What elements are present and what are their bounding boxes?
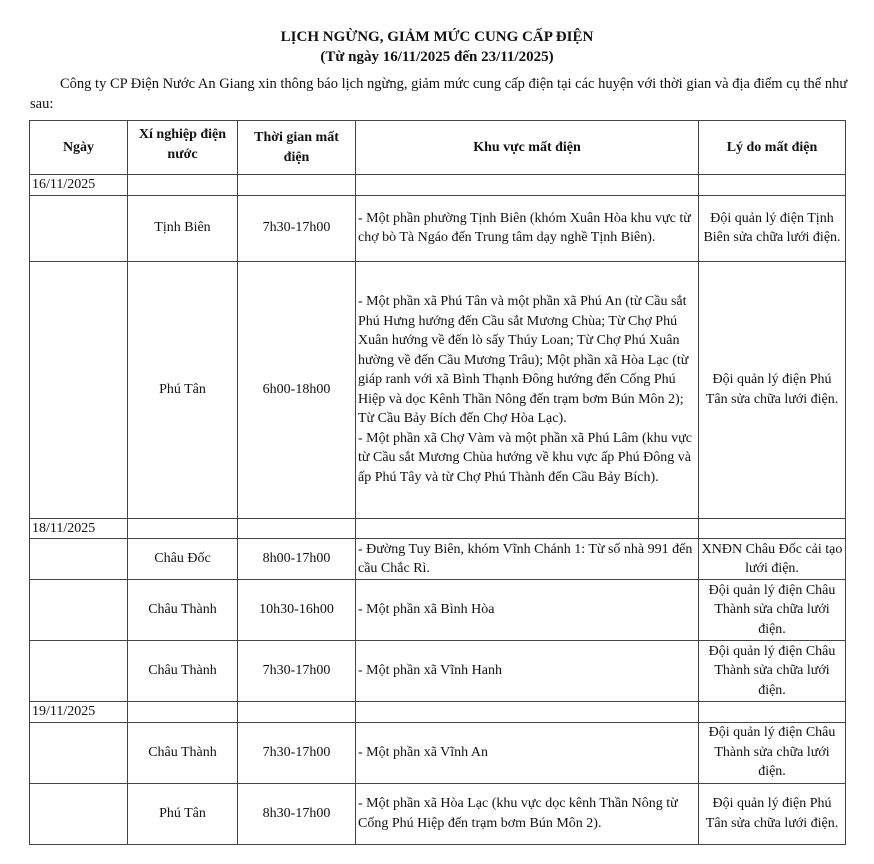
table-row [30,539,846,580]
reason-cell: Đội quản lý điện Châu Thành sửa chữa lưới điện. [699,580,846,641]
date-cell: 16/11/2025 [30,175,128,196]
reason-cell: Đội quản lý điện Châu Thành sửa chữa lưới điện. [699,641,846,702]
empty-cell [699,702,846,723]
unit-cell: Tịnh Biên [128,195,238,261]
table-row [30,722,846,783]
table-row [30,261,846,518]
time-cell: 6h00-18h00 [238,261,356,518]
area-cell: - Một phần xã Bình Hòa [356,580,699,641]
empty-cell [128,702,238,723]
empty-cell [30,580,128,641]
reason-cell: Đội quản lý điện Phú Tân sửa chữa lưới điện. [699,261,846,518]
reason-cell: Đội quản lý điện Tịnh Biên sửa chữa lưới điện. [699,195,846,261]
area-cell: - Một phần xã Hòa Lạc (khu vực dọc kênh Thần Nông từ Cống Phú Hiệp đến trạm bơm Bún Môn 2). [356,783,699,844]
area-cell: - Đường Tuy Biên, khóm Vĩnh Chánh 1: Từ số nhà 991 đến cầu Chắc Rì. [356,539,699,580]
time-cell: 7h30-17h00 [238,722,356,783]
table-row [30,195,846,261]
area-cell: - Một phần phường Tịnh Biên (khóm Xuân Hòa khu vực từ chợ bò Tà Ngáo đến Trung tâm dạy nghề Tịnh Biên). [356,195,699,261]
unit-cell: Châu Thành [128,722,238,783]
column-header-reason: Lý do mất điện [699,121,846,175]
time-cell: 8h30-17h00 [238,783,356,844]
area-cell: - Một phần xã Vĩnh Hanh [356,641,699,702]
area-cell [356,261,699,518]
empty-cell [30,261,128,518]
intro-paragraph: Công ty CP Điện Nước An Giang xin thông báo lịch ngừng, giảm mức cung cấp điện tại các huyện với thời gian và địa điểm cụ thể như sau: [30,76,848,112]
empty-cell [128,175,238,196]
reason-cell: XNĐN Châu Đốc cải tạo lưới điện. [699,539,846,580]
column-header-unit: Xí nghiệp điện nước [128,121,238,175]
reason-cell: Đội quản lý điện Châu Thành sửa chữa lưới điện. [699,722,846,783]
table-row [30,641,846,702]
column-header-time: Thời gian mất điện [238,121,356,175]
time-cell: 10h30-16h00 [238,580,356,641]
unit-cell: Phú Tân [128,783,238,844]
empty-cell [238,518,356,539]
empty-cell [128,518,238,539]
unit-cell: Châu Đốc [128,539,238,580]
outage-schedule-table [29,120,846,845]
date-row [30,702,846,723]
empty-cell [30,722,128,783]
empty-cell [356,175,699,196]
table-row [30,783,846,844]
empty-cell [699,518,846,539]
empty-cell [30,539,128,580]
reason-cell: Đội quản lý điện Phú Tân sửa chữa lưới điện. [699,783,846,844]
date-cell: 19/11/2025 [30,702,128,723]
time-cell: 7h30-17h00 [238,641,356,702]
empty-cell [356,518,699,539]
unit-cell: Châu Thành [128,641,238,702]
column-header-date: Ngày [30,121,128,175]
table-header-row [30,121,846,175]
empty-cell [699,175,846,196]
date-cell: 18/11/2025 [30,518,128,539]
empty-cell [30,641,128,702]
time-cell: 8h00-17h00 [238,539,356,580]
empty-cell [238,702,356,723]
unit-cell: Châu Thành [128,580,238,641]
document-title: LỊCH NGỪNG, GIẢM MỨC CUNG CẤP ĐIỆN [280,29,594,45]
time-cell: 7h30-17h00 [238,195,356,261]
area-cell: - Một phần xã Vĩnh An [356,722,699,783]
area-text: - Một phần xã Phú Tân và một phần xã Phú An (từ Cầu sắt Phú Hưng hướng đến Cầu sắt Mương Chùa; Từ Chợ Phú Xuân hướng về đến lò sấy Thúy Loan; Từ Chợ Phú Xuân hường về đến Cầu Mương Trâu); Một phần xã Hòa Lạc (từ giáp ranh với xã Bình Thạnh Đông hướng đến Cống Phú Hiệp và dọc Kênh Thần Nông đến trạm bơm Bún Môn 2); Từ Cầu Bảy Bích đến Chợ Hòa Lạc). [358,294,689,426]
date-row [30,175,846,196]
table-row [30,580,846,641]
empty-cell [238,175,356,196]
date-row [30,518,846,539]
area-text: - Một phần xã Chợ Vàm và một phần xã Phú Lâm (khu vực từ Cầu sắt Mương Chùa hướng về khu vực ấp Phú Đông và ấp Phú Tây và từ Chợ Phú Thành đến Cầu Bảy Bích). [358,430,692,485]
document-subtitle: (Từ ngày 16/11/2025 đến 23/11/2025) [320,49,554,65]
empty-cell [30,783,128,844]
unit-cell: Phú Tân [128,261,238,518]
empty-cell [30,195,128,261]
empty-cell [356,702,699,723]
column-header-area: Khu vực mất điện [356,121,699,175]
